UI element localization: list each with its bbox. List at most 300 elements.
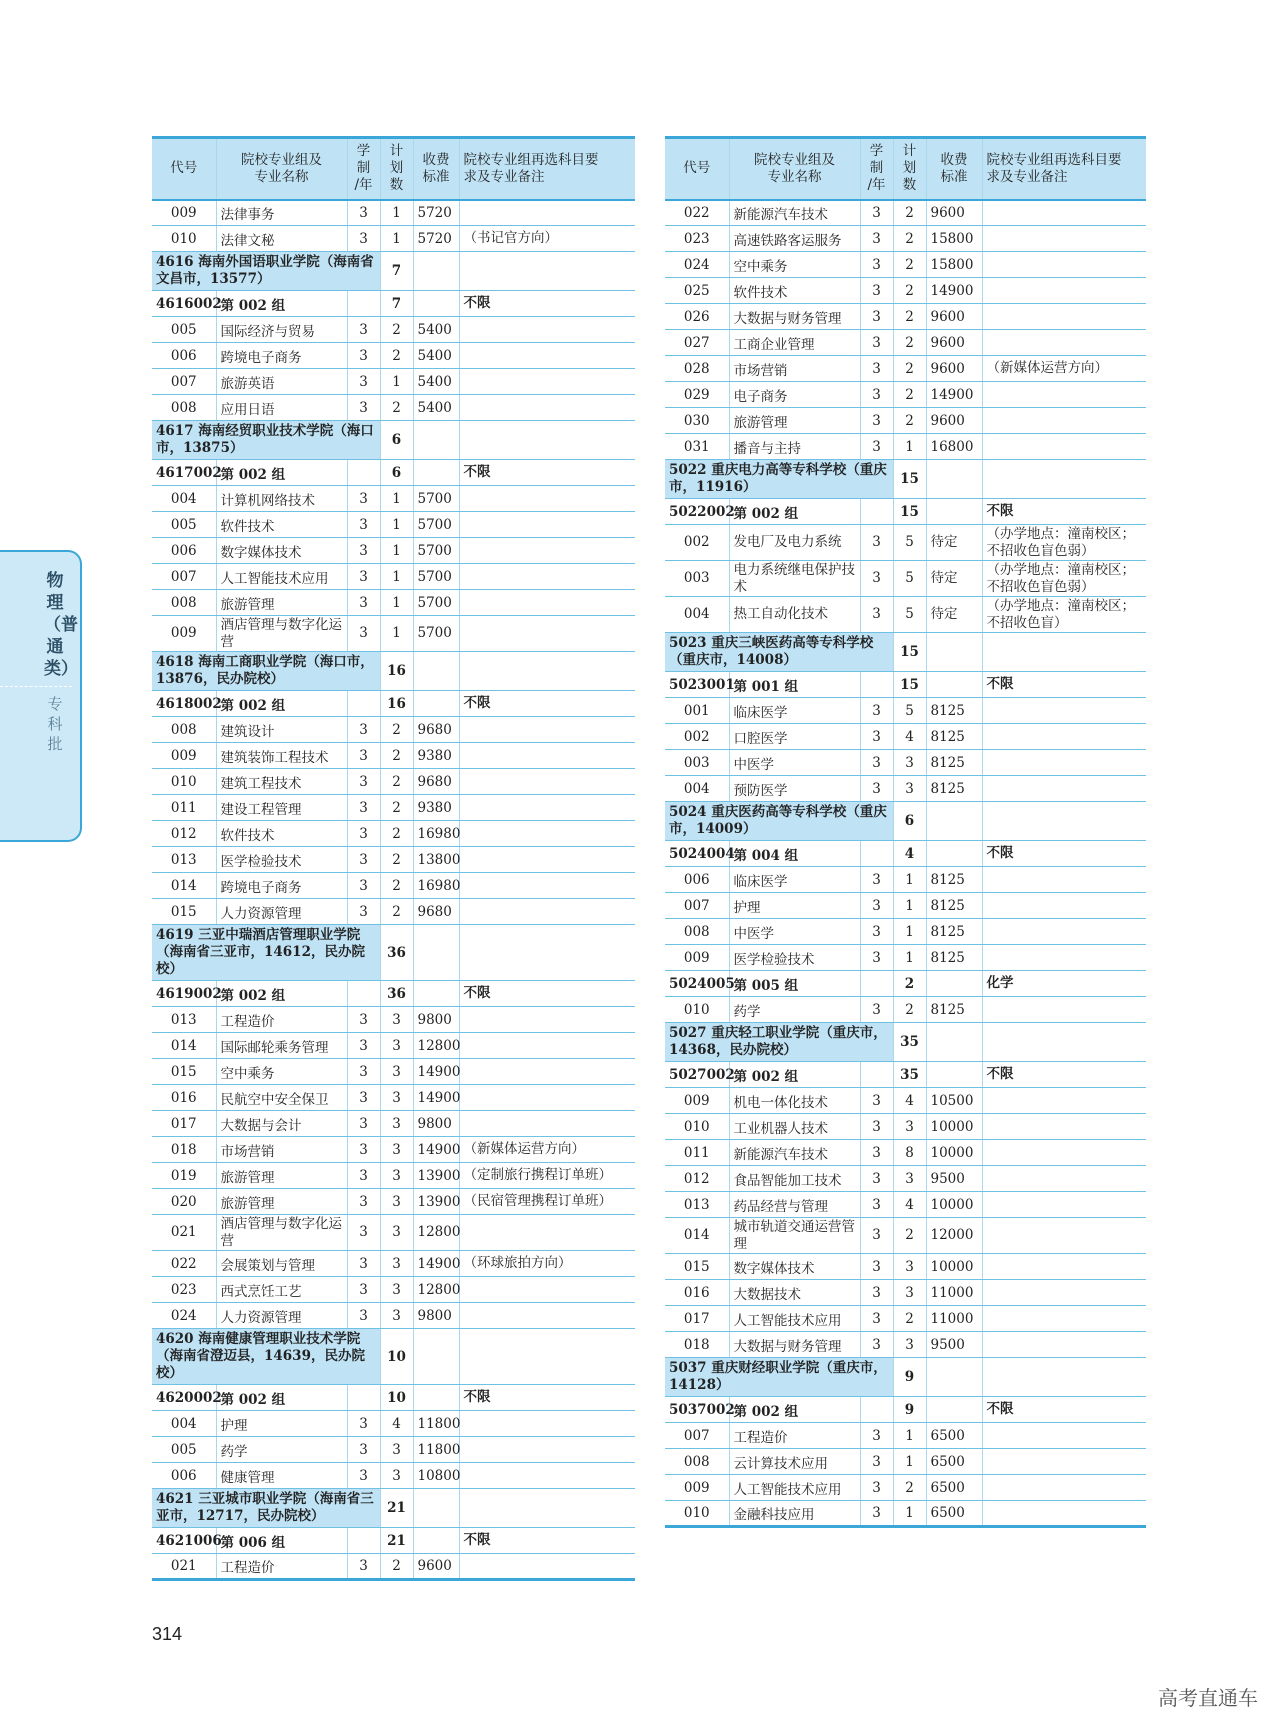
major-row xyxy=(152,226,635,252)
group-code: 5037002 xyxy=(665,1397,729,1423)
plan-count: 9 xyxy=(893,1358,926,1397)
major-note xyxy=(459,847,635,873)
fee-value: 5700 xyxy=(413,564,459,590)
school-row xyxy=(152,252,635,291)
major-note xyxy=(459,1411,635,1437)
plan-count: 2 xyxy=(380,873,413,899)
major-name: 中医学 xyxy=(729,919,860,945)
years-value: 3 xyxy=(860,356,893,382)
plan-count: 16 xyxy=(380,691,413,717)
major-note xyxy=(982,1475,1146,1501)
fee-value: 5700 xyxy=(413,538,459,564)
fee-value: 9600 xyxy=(926,408,982,434)
major-note xyxy=(459,395,635,421)
major-code: 022 xyxy=(152,1251,216,1277)
school-name: 5037 重庆财经职业学院（重庆市，14128） xyxy=(665,1358,893,1397)
major-row xyxy=(152,1137,635,1163)
major-note xyxy=(982,1449,1146,1475)
header-note: 院校专业组再选科目要 求及专业备注 xyxy=(459,138,635,200)
major-name: 旅游管理 xyxy=(216,590,347,616)
major-code: 019 xyxy=(152,1163,216,1189)
major-code: 006 xyxy=(152,1463,216,1489)
major-row xyxy=(665,1280,1146,1306)
major-code: 029 xyxy=(665,382,729,408)
major-name: 人力资源管理 xyxy=(216,1303,347,1329)
major-note xyxy=(982,1332,1146,1358)
fee-cell xyxy=(413,460,459,486)
school-name: 5024 重庆医药高等专科学校（重庆市，14009） xyxy=(665,802,893,841)
major-name: 高速铁路客运服务 xyxy=(729,226,860,252)
major-name: 空中乘务 xyxy=(216,1059,347,1085)
plan-count: 1 xyxy=(893,434,926,460)
major-name: 酒店管理与数字化运营 xyxy=(216,616,347,652)
years-value: 3 xyxy=(860,330,893,356)
major-name: 建筑装饰工程技术 xyxy=(216,743,347,769)
major-name: 市场营销 xyxy=(729,356,860,382)
major-row xyxy=(665,893,1146,919)
major-note xyxy=(459,1007,635,1033)
header-name: 院校专业组及 专业名称 xyxy=(729,138,860,200)
major-name: 软件技术 xyxy=(729,278,860,304)
major-note xyxy=(459,1463,635,1489)
subject-requirement: 不限 xyxy=(459,460,635,486)
years-value: 3 xyxy=(860,776,893,802)
major-note: （办学地点：潼南校区；不招收色盲色弱） xyxy=(982,525,1146,561)
major-name: 建筑设计 xyxy=(216,717,347,743)
major-name: 新能源汽车技术 xyxy=(729,1140,860,1166)
major-code: 007 xyxy=(152,369,216,395)
school-name: 5027 重庆轻工职业学院（重庆市，14368，民办院校） xyxy=(665,1023,893,1062)
major-note xyxy=(459,512,635,538)
years-value: 3 xyxy=(860,226,893,252)
years-value: 3 xyxy=(347,512,380,538)
major-row xyxy=(665,561,1146,597)
major-code: 004 xyxy=(665,597,729,633)
years-value: 3 xyxy=(860,200,893,226)
plan-count: 2 xyxy=(893,330,926,356)
major-name: 临床医学 xyxy=(729,867,860,893)
fee-cell xyxy=(926,971,982,997)
fee-cell xyxy=(926,1397,982,1423)
fee-value: 5700 xyxy=(413,590,459,616)
years-value: 3 xyxy=(347,1463,380,1489)
plan-count: 3 xyxy=(893,750,926,776)
years-value: 3 xyxy=(860,1192,893,1218)
plan-count: 3 xyxy=(380,1251,413,1277)
major-code: 012 xyxy=(152,821,216,847)
fee-value: 9800 xyxy=(413,1111,459,1137)
years-cell xyxy=(860,672,893,698)
plan-count: 3 xyxy=(893,1166,926,1192)
subject-requirement: 不限 xyxy=(459,691,635,717)
major-row xyxy=(665,724,1146,750)
major-code: 017 xyxy=(152,1111,216,1137)
major-name: 机电一体化技术 xyxy=(729,1088,860,1114)
major-name: 建设工程管理 xyxy=(216,795,347,821)
years-value: 3 xyxy=(860,434,893,460)
watermark-logo-text: 高考直通车 xyxy=(1158,1686,1258,1710)
major-note xyxy=(982,919,1146,945)
header-years: 学 制 /年 xyxy=(860,138,893,200)
plan-count: 2 xyxy=(893,382,926,408)
years-value: 3 xyxy=(347,343,380,369)
fee-value: 9800 xyxy=(413,1303,459,1329)
major-note xyxy=(982,1088,1146,1114)
major-name: 法律事务 xyxy=(216,200,347,226)
plan-count: 2 xyxy=(380,317,413,343)
major-code: 008 xyxy=(665,919,729,945)
major-code: 010 xyxy=(665,997,729,1023)
plan-count: 5 xyxy=(893,698,926,724)
major-code: 002 xyxy=(665,724,729,750)
major-row xyxy=(665,1332,1146,1358)
major-code: 031 xyxy=(665,434,729,460)
fee-cell xyxy=(413,291,459,317)
years-value: 3 xyxy=(347,1059,380,1085)
major-code: 009 xyxy=(665,945,729,971)
major-note xyxy=(982,1306,1146,1332)
major-code: 018 xyxy=(665,1332,729,1358)
major-note: （书记官方向） xyxy=(459,226,635,252)
major-note xyxy=(982,226,1146,252)
major-code: 021 xyxy=(152,1554,216,1580)
group-name: 第 001 组 xyxy=(729,672,860,698)
major-note: （办学地点：潼南校区；不招收色盲） xyxy=(982,597,1146,633)
years-value: 3 xyxy=(860,919,893,945)
major-note: （新媒体运营方向） xyxy=(459,1137,635,1163)
plan-count: 1 xyxy=(380,200,413,226)
major-name: 云计算技术应用 xyxy=(729,1449,860,1475)
note-cell xyxy=(982,460,1146,499)
subject-requirement: 不限 xyxy=(982,672,1146,698)
group-row xyxy=(152,291,635,317)
plan-count: 6 xyxy=(380,421,413,460)
group-row xyxy=(152,460,635,486)
years-value: 3 xyxy=(860,408,893,434)
plan-count: 3 xyxy=(380,1059,413,1085)
plan-count: 2 xyxy=(893,278,926,304)
major-row xyxy=(665,226,1146,252)
plan-count: 10 xyxy=(380,1385,413,1411)
major-name: 计算机网络技术 xyxy=(216,486,347,512)
years-value: 3 xyxy=(860,1218,893,1254)
years-value: 3 xyxy=(347,1277,380,1303)
years-value: 3 xyxy=(860,1332,893,1358)
fee-value: 14900 xyxy=(413,1059,459,1085)
major-code: 010 xyxy=(665,1501,729,1527)
plan-count: 4 xyxy=(893,1192,926,1218)
header-plan: 计 划 数 xyxy=(893,138,926,200)
major-code: 009 xyxy=(152,616,216,652)
major-code: 005 xyxy=(152,317,216,343)
fee-value: 9800 xyxy=(413,1007,459,1033)
major-row xyxy=(665,945,1146,971)
plan-count: 1 xyxy=(380,538,413,564)
school-name: 4621 三亚城市职业学院（海南省三亚市，12717，民办院校） xyxy=(152,1489,380,1528)
header-note: 院校专业组再选科目要 求及专业备注 xyxy=(982,138,1146,200)
fee-value: 12000 xyxy=(926,1218,982,1254)
major-note xyxy=(459,899,635,925)
header-plan: 计 划 数 xyxy=(380,138,413,200)
plan-count: 5 xyxy=(893,561,926,597)
group-row xyxy=(152,1385,635,1411)
table-body-right xyxy=(665,200,1146,1527)
group-row xyxy=(152,691,635,717)
major-row xyxy=(152,1411,635,1437)
major-code: 011 xyxy=(152,795,216,821)
school-row xyxy=(665,802,1146,841)
major-code: 008 xyxy=(665,1449,729,1475)
years-cell xyxy=(860,499,893,525)
major-code: 016 xyxy=(665,1280,729,1306)
major-row xyxy=(665,200,1146,226)
note-cell xyxy=(982,1358,1146,1397)
major-note xyxy=(982,1192,1146,1218)
fee-value: 待定 xyxy=(926,561,982,597)
plan-count: 2 xyxy=(380,343,413,369)
header-years: 学 制 /年 xyxy=(347,138,380,200)
plan-count: 15 xyxy=(893,460,926,499)
side-category-tab xyxy=(0,550,82,842)
major-row xyxy=(152,1554,635,1580)
major-note xyxy=(459,821,635,847)
years-value: 3 xyxy=(347,317,380,343)
major-code: 014 xyxy=(152,1033,216,1059)
plan-count: 1 xyxy=(893,919,926,945)
admission-table-right xyxy=(665,136,1146,1528)
major-code: 013 xyxy=(152,847,216,873)
major-name: 发电厂及电力系统 xyxy=(729,525,860,561)
plan-count: 7 xyxy=(380,291,413,317)
major-code: 001 xyxy=(665,698,729,724)
years-cell xyxy=(347,981,380,1007)
years-value: 3 xyxy=(347,1189,380,1215)
major-note xyxy=(982,945,1146,971)
major-code: 015 xyxy=(152,1059,216,1085)
group-name: 第 002 组 xyxy=(216,460,347,486)
years-cell xyxy=(347,691,380,717)
years-value: 3 xyxy=(860,1423,893,1449)
major-row xyxy=(152,873,635,899)
major-row xyxy=(665,356,1146,382)
years-value: 3 xyxy=(347,1251,380,1277)
note-cell xyxy=(459,652,635,691)
group-name: 第 005 组 xyxy=(729,971,860,997)
years-value: 3 xyxy=(860,1088,893,1114)
major-row xyxy=(152,564,635,590)
plan-count: 2 xyxy=(893,408,926,434)
plan-count: 2 xyxy=(893,200,926,226)
major-note xyxy=(459,795,635,821)
side-tab-divider xyxy=(0,686,72,687)
major-note xyxy=(982,893,1146,919)
fee-cell xyxy=(413,1329,459,1385)
major-code: 015 xyxy=(152,899,216,925)
major-row xyxy=(665,698,1146,724)
major-note xyxy=(459,769,635,795)
years-value: 3 xyxy=(860,867,893,893)
plan-count: 1 xyxy=(893,1501,926,1527)
major-name: 工程造价 xyxy=(216,1554,347,1580)
years-value: 3 xyxy=(860,1475,893,1501)
major-note xyxy=(982,997,1146,1023)
fee-value: 6500 xyxy=(926,1475,982,1501)
major-name: 播音与主持 xyxy=(729,434,860,460)
note-cell xyxy=(459,421,635,460)
fee-value: 6500 xyxy=(926,1449,982,1475)
major-name: 大数据与财务管理 xyxy=(729,1332,860,1358)
major-code: 011 xyxy=(665,1140,729,1166)
table-body-left xyxy=(152,200,635,1580)
fee-value: 14900 xyxy=(413,1251,459,1277)
school-row xyxy=(152,652,635,691)
plan-count: 2 xyxy=(380,899,413,925)
fee-value: 6500 xyxy=(926,1423,982,1449)
fee-value: 5700 xyxy=(413,616,459,652)
years-value: 3 xyxy=(347,1554,380,1580)
major-note xyxy=(982,330,1146,356)
fee-cell xyxy=(926,841,982,867)
plan-count: 2 xyxy=(380,795,413,821)
major-row xyxy=(152,1111,635,1137)
major-code: 005 xyxy=(152,512,216,538)
years-value: 3 xyxy=(860,1140,893,1166)
major-code: 025 xyxy=(665,278,729,304)
major-code: 022 xyxy=(665,200,729,226)
note-cell xyxy=(459,1329,635,1385)
fee-cell xyxy=(926,499,982,525)
major-name: 城市轨道交通运营管理 xyxy=(729,1218,860,1254)
major-name: 旅游管理 xyxy=(216,1189,347,1215)
fee-value: 11800 xyxy=(413,1411,459,1437)
plan-count: 4 xyxy=(380,1411,413,1437)
plan-count: 3 xyxy=(380,1277,413,1303)
school-row xyxy=(665,1023,1146,1062)
group-row xyxy=(665,672,1146,698)
plan-count: 1 xyxy=(893,1423,926,1449)
years-value: 3 xyxy=(860,997,893,1023)
plan-count: 1 xyxy=(380,512,413,538)
years-value: 3 xyxy=(860,750,893,776)
admission-table-left xyxy=(152,136,635,1581)
group-name: 第 006 组 xyxy=(216,1528,347,1554)
major-name: 护理 xyxy=(216,1411,347,1437)
major-row xyxy=(152,538,635,564)
plan-count: 6 xyxy=(893,802,926,841)
plan-count: 3 xyxy=(380,1137,413,1163)
group-name: 第 002 组 xyxy=(216,291,347,317)
fee-value: 10000 xyxy=(926,1192,982,1218)
school-name: 4617 海南经贸职业技术学院（海口市，13875） xyxy=(152,421,380,460)
major-name: 临床医学 xyxy=(729,698,860,724)
major-name: 人工智能技术应用 xyxy=(729,1306,860,1332)
fee-value: 5400 xyxy=(413,317,459,343)
major-row xyxy=(152,1189,635,1215)
group-name: 第 002 组 xyxy=(729,499,860,525)
plan-count: 2 xyxy=(893,356,926,382)
major-note xyxy=(982,1501,1146,1527)
fee-value: 8125 xyxy=(926,867,982,893)
fee-value: 5400 xyxy=(413,395,459,421)
note-cell xyxy=(982,802,1146,841)
major-note xyxy=(982,252,1146,278)
major-note xyxy=(459,1554,635,1580)
major-row xyxy=(665,1192,1146,1218)
major-code: 013 xyxy=(152,1007,216,1033)
years-cell xyxy=(860,971,893,997)
note-cell xyxy=(459,252,635,291)
major-code: 024 xyxy=(665,252,729,278)
years-value: 3 xyxy=(347,200,380,226)
school-row xyxy=(152,1489,635,1528)
fee-value: 14900 xyxy=(413,1137,459,1163)
years-value: 3 xyxy=(347,395,380,421)
major-row xyxy=(152,317,635,343)
plan-count: 3 xyxy=(380,1463,413,1489)
major-row xyxy=(152,1437,635,1463)
major-note xyxy=(982,1280,1146,1306)
fee-cell xyxy=(926,1062,982,1088)
major-note: （定制旅行携程订单班） xyxy=(459,1163,635,1189)
plan-count: 2 xyxy=(893,226,926,252)
years-value: 3 xyxy=(860,597,893,633)
major-row xyxy=(665,304,1146,330)
fee-value: 待定 xyxy=(926,597,982,633)
plan-count: 2 xyxy=(380,847,413,873)
major-note xyxy=(459,1085,635,1111)
plan-count: 3 xyxy=(380,1303,413,1329)
major-name: 工业机器人技术 xyxy=(729,1114,860,1140)
group-code: 4616002 xyxy=(152,291,216,317)
group-row xyxy=(152,981,635,1007)
major-row xyxy=(665,1423,1146,1449)
group-row xyxy=(665,499,1146,525)
fee-cell xyxy=(926,1358,982,1397)
major-name: 民航空中安全保卫 xyxy=(216,1085,347,1111)
header-code: 代号 xyxy=(665,138,729,200)
major-note xyxy=(982,382,1146,408)
fee-value: 10000 xyxy=(926,1254,982,1280)
plan-count: 2 xyxy=(380,743,413,769)
fee-value: 11000 xyxy=(926,1306,982,1332)
plan-count: 2 xyxy=(380,395,413,421)
header-code: 代号 xyxy=(152,138,216,200)
major-code: 007 xyxy=(152,564,216,590)
fee-value: 8125 xyxy=(926,776,982,802)
school-row xyxy=(152,925,635,981)
fee-value: 9380 xyxy=(413,743,459,769)
major-name: 护理 xyxy=(729,893,860,919)
fee-cell xyxy=(413,1489,459,1528)
years-value: 3 xyxy=(347,1215,380,1251)
header-fee: 收费 标准 xyxy=(926,138,982,200)
fee-value: 14900 xyxy=(926,382,982,408)
major-row xyxy=(152,200,635,226)
plan-count: 3 xyxy=(893,1332,926,1358)
note-cell xyxy=(982,1023,1146,1062)
major-code: 003 xyxy=(665,750,729,776)
plan-count: 3 xyxy=(380,1007,413,1033)
plan-count: 3 xyxy=(893,1114,926,1140)
major-code: 014 xyxy=(152,873,216,899)
years-value: 3 xyxy=(347,369,380,395)
major-code: 003 xyxy=(665,561,729,597)
plan-count: 1 xyxy=(380,486,413,512)
fee-value: 16800 xyxy=(926,434,982,460)
major-name: 电力系统继电保护技术 xyxy=(729,561,860,597)
fee-value: 8125 xyxy=(926,919,982,945)
major-note: （环球旅拍方向） xyxy=(459,1251,635,1277)
